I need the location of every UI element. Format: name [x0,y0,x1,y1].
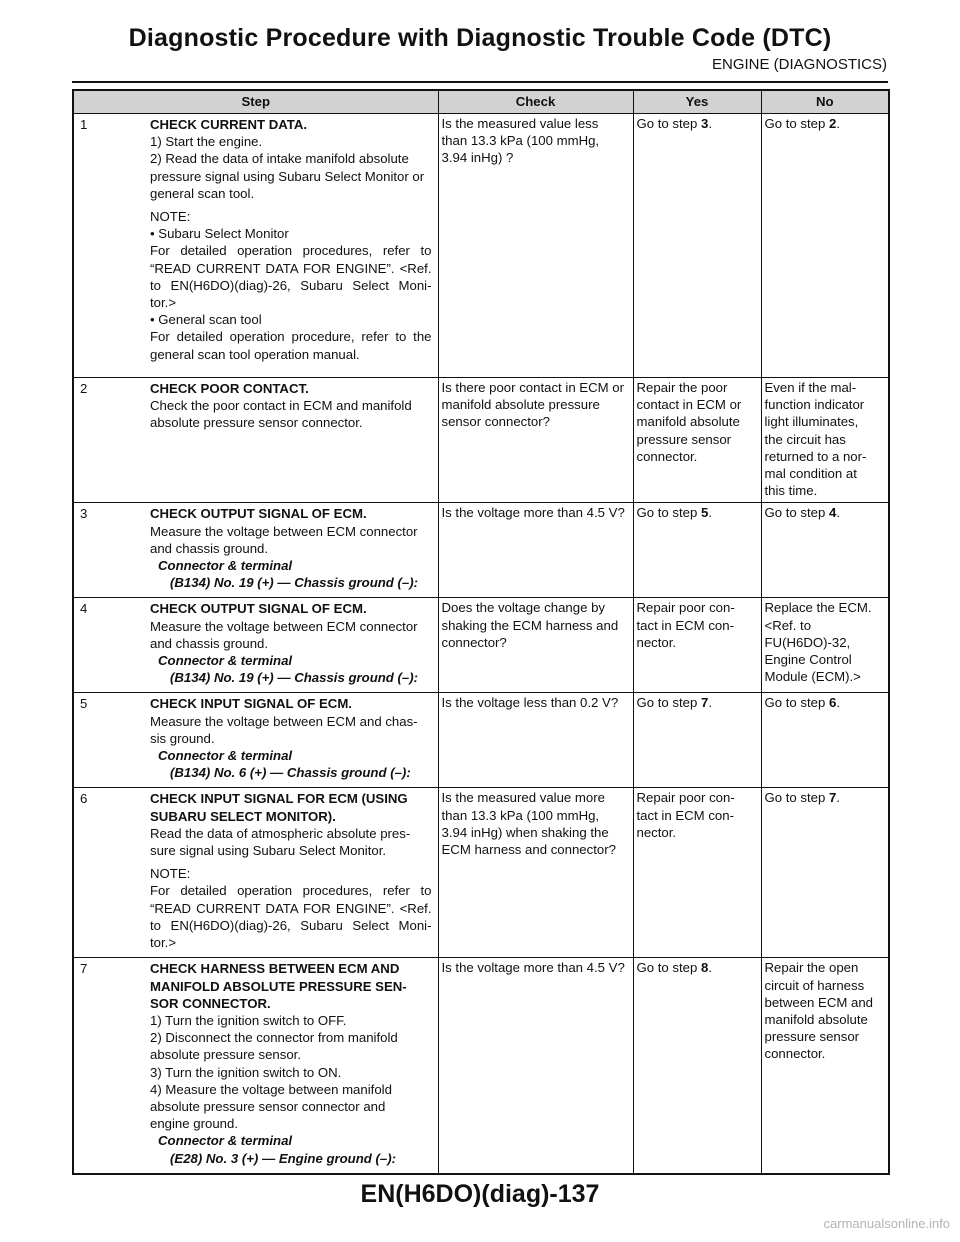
note-line: For detailed operation procedure, refer to the [150,329,432,345]
no-line: Replace the ECM. [764,600,872,616]
page-title: Diagnostic Procedure with Diagnostic Trouble Code (DTC) [128,24,832,52]
step-title: CHECK CURRENT DATA. [150,117,308,132]
check-line: than 13.3 kPa (100 mmHg, [441,133,600,149]
check-cell [438,788,633,958]
no-line: the circuit has [764,431,846,447]
note-line: tor.> [150,935,177,951]
no-line: manifold absolute [764,1011,868,1027]
step-line: Measure the voltage between ECM connector [150,523,418,539]
step-line: 1) Start the engine. [150,134,263,150]
header-yes: Yes [633,90,761,114]
no-line: connector. [764,1046,826,1062]
no-ref-link[interactable]: Engine Control [764,652,852,668]
step-number: 5 [80,696,88,712]
connector-title: Connector & terminal [158,558,293,574]
no-ref-link[interactable]: <Ref. to [764,617,812,633]
yes-cell [633,378,761,503]
step-line: sis ground. [150,730,215,746]
check-cell [438,598,633,693]
no-line: between ECM and [764,994,873,1010]
no-line: pressure sensor [764,1029,860,1045]
no-line: Repair the open [764,960,859,976]
check-cell [438,693,633,788]
yes-line: manifold absolute [636,414,740,430]
no-text: Go to step [764,695,830,711]
step-line: and chassis ground. [150,540,269,556]
yes-cell [633,503,761,598]
diagnostic-table [72,89,890,1175]
no-text: Go to step [764,505,830,521]
connector-title: Connector & terminal [158,1133,293,1149]
check-line: connector? [441,634,507,650]
yes-cell [633,958,761,1174]
step-cell [73,503,438,598]
yes-step-link[interactable]: 5 [701,505,709,521]
no-text: Go to step [764,116,830,131]
check-line: Is the measured value less [441,116,599,131]
check-cell [438,503,633,598]
no-cell [761,598,889,693]
no-line: returned to a nor- [764,448,867,464]
step-title: CHECK POOR CONTACT. [150,381,309,396]
yes-line: contact in ECM or [636,397,742,413]
no-cell [761,114,889,378]
check-line: manifold absolute pressure [441,397,600,413]
no-step-link[interactable]: 2 [829,116,837,131]
yes-suffix: . [708,695,713,711]
yes-text: Go to step [636,505,702,521]
step-cell [73,114,438,378]
section-label: ENGINE (DIAGNOSTICS) [711,56,887,73]
table-row [73,693,889,788]
header-check: Check [438,90,633,114]
no-text: Go to step [764,790,830,806]
yes-cell [633,598,761,693]
yes-line: nector. [636,634,677,650]
step-title: CHECK HARNESS BETWEEN ECM AND [150,961,400,977]
note-line: “READ CURRENT DATA FOR ENGINE”. <Ref. [150,260,432,276]
yes-step-link[interactable]: 3 [701,116,709,131]
step-line: Measure the voltage between ECM and chas- [150,713,418,729]
step-line: 2) Read the data of intake manifold absolute [150,151,409,167]
no-cell [761,788,889,958]
note-bullet: • Subaru Select Monitor [150,226,289,242]
step-number: 7 [80,961,88,977]
table-row [73,378,889,503]
note-line: to EN(H6DO)(diag)-26, Subaru Select Moni- [150,917,432,933]
no-line: function indicator [764,397,865,413]
step-line: engine ground. [150,1116,238,1132]
step-line: 4) Measure the voltage between manifold [150,1081,392,1097]
yes-suffix: . [708,960,713,976]
no-suffix: . [836,790,841,806]
no-suffix: . [836,695,841,711]
step-title: CHECK OUTPUT SIGNAL OF ECM. [150,601,367,617]
check-cell [438,114,633,378]
no-line: Even if the mal- [764,380,857,395]
step-title: SUBARU SELECT MONITOR). [150,808,336,824]
yes-step-link[interactable]: 7 [701,695,709,711]
connector-title: Connector & terminal [158,748,293,764]
header-no: No [761,90,889,114]
no-suffix: . [836,116,841,131]
step-title: CHECK INPUT SIGNAL OF ECM. [150,696,352,712]
check-line: ECM harness and connector? [441,842,616,858]
check-line: Is the measured value more [441,790,605,806]
note-line: For detailed operation procedures, refer to [150,883,432,899]
no-cell [761,378,889,503]
step-cell [73,788,438,958]
no-step-link[interactable]: 6 [829,695,837,711]
watermark: carmanualsonline.info [823,1216,950,1231]
no-line: this time. [764,483,818,499]
step-line: sure signal using Subaru Select Monitor. [150,843,387,859]
step-number: 1 [80,117,88,132]
step-line: Measure the voltage between ECM connector [150,618,418,634]
no-step-link[interactable]: 4 [829,505,837,521]
yes-cell [633,693,761,788]
no-step-link[interactable]: 7 [829,790,837,806]
table-row [73,503,889,598]
header-step: Step [73,90,438,114]
step-cell [73,958,438,1174]
yes-line: connector. [636,448,698,464]
table-row [73,958,889,1174]
check-line: Is the voltage more than 4.5 V? [441,505,625,521]
step-number: 2 [80,381,88,396]
yes-text: Go to step [636,116,702,131]
connector-detail: (B134) No. 19 (+) — Chassis ground (–): [170,670,419,686]
step-line: and chassis ground. [150,635,269,651]
step-number: 4 [80,601,88,617]
table-row [73,114,889,378]
yes-line: pressure sensor [636,431,732,447]
check-line: 3.94 inHg) when shaking the [441,824,609,840]
check-line: than 13.3 kPa (100 mmHg, [441,807,600,823]
step-line: Read the data of atmospheric absolute pres- [150,825,411,841]
yes-text: Go to step [636,695,702,711]
table-row [73,598,889,693]
step-number: 6 [80,791,88,807]
check-line: Is the voltage more than 4.5 V? [441,960,625,976]
check-line: shaking the ECM harness and [441,617,619,633]
note-line: “READ CURRENT DATA FOR ENGINE”. <Ref. [150,900,432,916]
note-line: tor.> [150,295,177,311]
table-header-row [73,90,889,114]
step-cell [73,598,438,693]
step-line: 2) Disconnect the connector from manifold [150,1030,398,1046]
page-number: EN(H6DO)(diag)-137 [360,1180,600,1208]
step-line: 3) Turn the ignition switch to ON. [150,1064,342,1080]
yes-text: Go to step [636,960,702,976]
connector-detail: (B134) No. 19 (+) — Chassis ground (–): [170,575,419,591]
step-title: SOR CONNECTOR. [150,995,271,1011]
step-line: pressure signal using Subaru Select Monitor or [150,168,425,184]
connector-detail: (E28) No. 3 (+) — Engine ground (–): [170,1150,397,1166]
yes-cell [633,788,761,958]
no-line: mal condition at [764,466,857,482]
yes-line: Repair poor con- [636,600,735,616]
step-line: general scan tool. [150,185,255,201]
no-cell [761,693,889,788]
check-line: Is there poor contact in ECM or [441,380,625,395]
connector-title: Connector & terminal [158,653,293,669]
table-row [73,788,889,958]
step-line: absolute pressure sensor connector. [150,415,363,431]
step-cell [73,693,438,788]
yes-suffix: . [708,505,713,521]
check-line: Does the voltage change by [441,600,605,616]
step-line: 1) Turn the ignition switch to OFF. [150,1012,347,1028]
check-line: 3.94 inHg) ? [441,150,514,166]
note-label: NOTE: [150,209,191,225]
step-title: CHECK OUTPUT SIGNAL OF ECM. [150,506,367,522]
step-title: CHECK INPUT SIGNAL FOR ECM (USING [150,791,408,807]
yes-line: tact in ECM con- [636,617,734,633]
check-line: Is the voltage less than 0.2 V? [441,695,619,711]
no-ref-link[interactable]: FU(H6DO)-32, [764,634,851,650]
no-cell [761,958,889,1174]
no-line: light illuminates, [764,414,859,430]
header-divider [72,81,888,83]
check-cell [438,378,633,503]
yes-line: tact in ECM con- [636,807,734,823]
step-line: Check the poor contact in ECM and manifold [150,398,412,414]
yes-line: Repair the poor [636,380,728,395]
yes-line: nector. [636,824,677,840]
step-line: absolute pressure sensor connector and [150,1098,386,1114]
note-label: NOTE: [150,866,191,882]
note-line: general scan tool operation manual. [150,346,360,362]
step-cell [73,378,438,503]
step-title: MANIFOLD ABSOLUTE PRESSURE SEN- [150,978,407,994]
step-number: 3 [80,506,88,522]
note-bullet: • General scan tool [150,312,262,328]
no-cell [761,503,889,598]
no-ref-link[interactable]: Module (ECM).> [764,669,861,685]
yes-cell [633,114,761,378]
no-suffix: . [836,505,841,521]
check-cell [438,958,633,1174]
note-line: to EN(H6DO)(diag)-26, Subaru Select Moni- [150,277,432,293]
step-line: absolute pressure sensor. [150,1047,302,1063]
yes-suffix: . [708,116,713,131]
yes-step-link[interactable]: 8 [701,960,709,976]
no-line: circuit of harness [764,977,865,993]
note-line: For detailed operation procedures, refer to [150,243,432,259]
check-line: sensor connector? [441,414,550,430]
yes-line: Repair poor con- [636,790,735,806]
connector-detail: (B134) No. 6 (+) — Chassis ground (–): [170,765,411,781]
